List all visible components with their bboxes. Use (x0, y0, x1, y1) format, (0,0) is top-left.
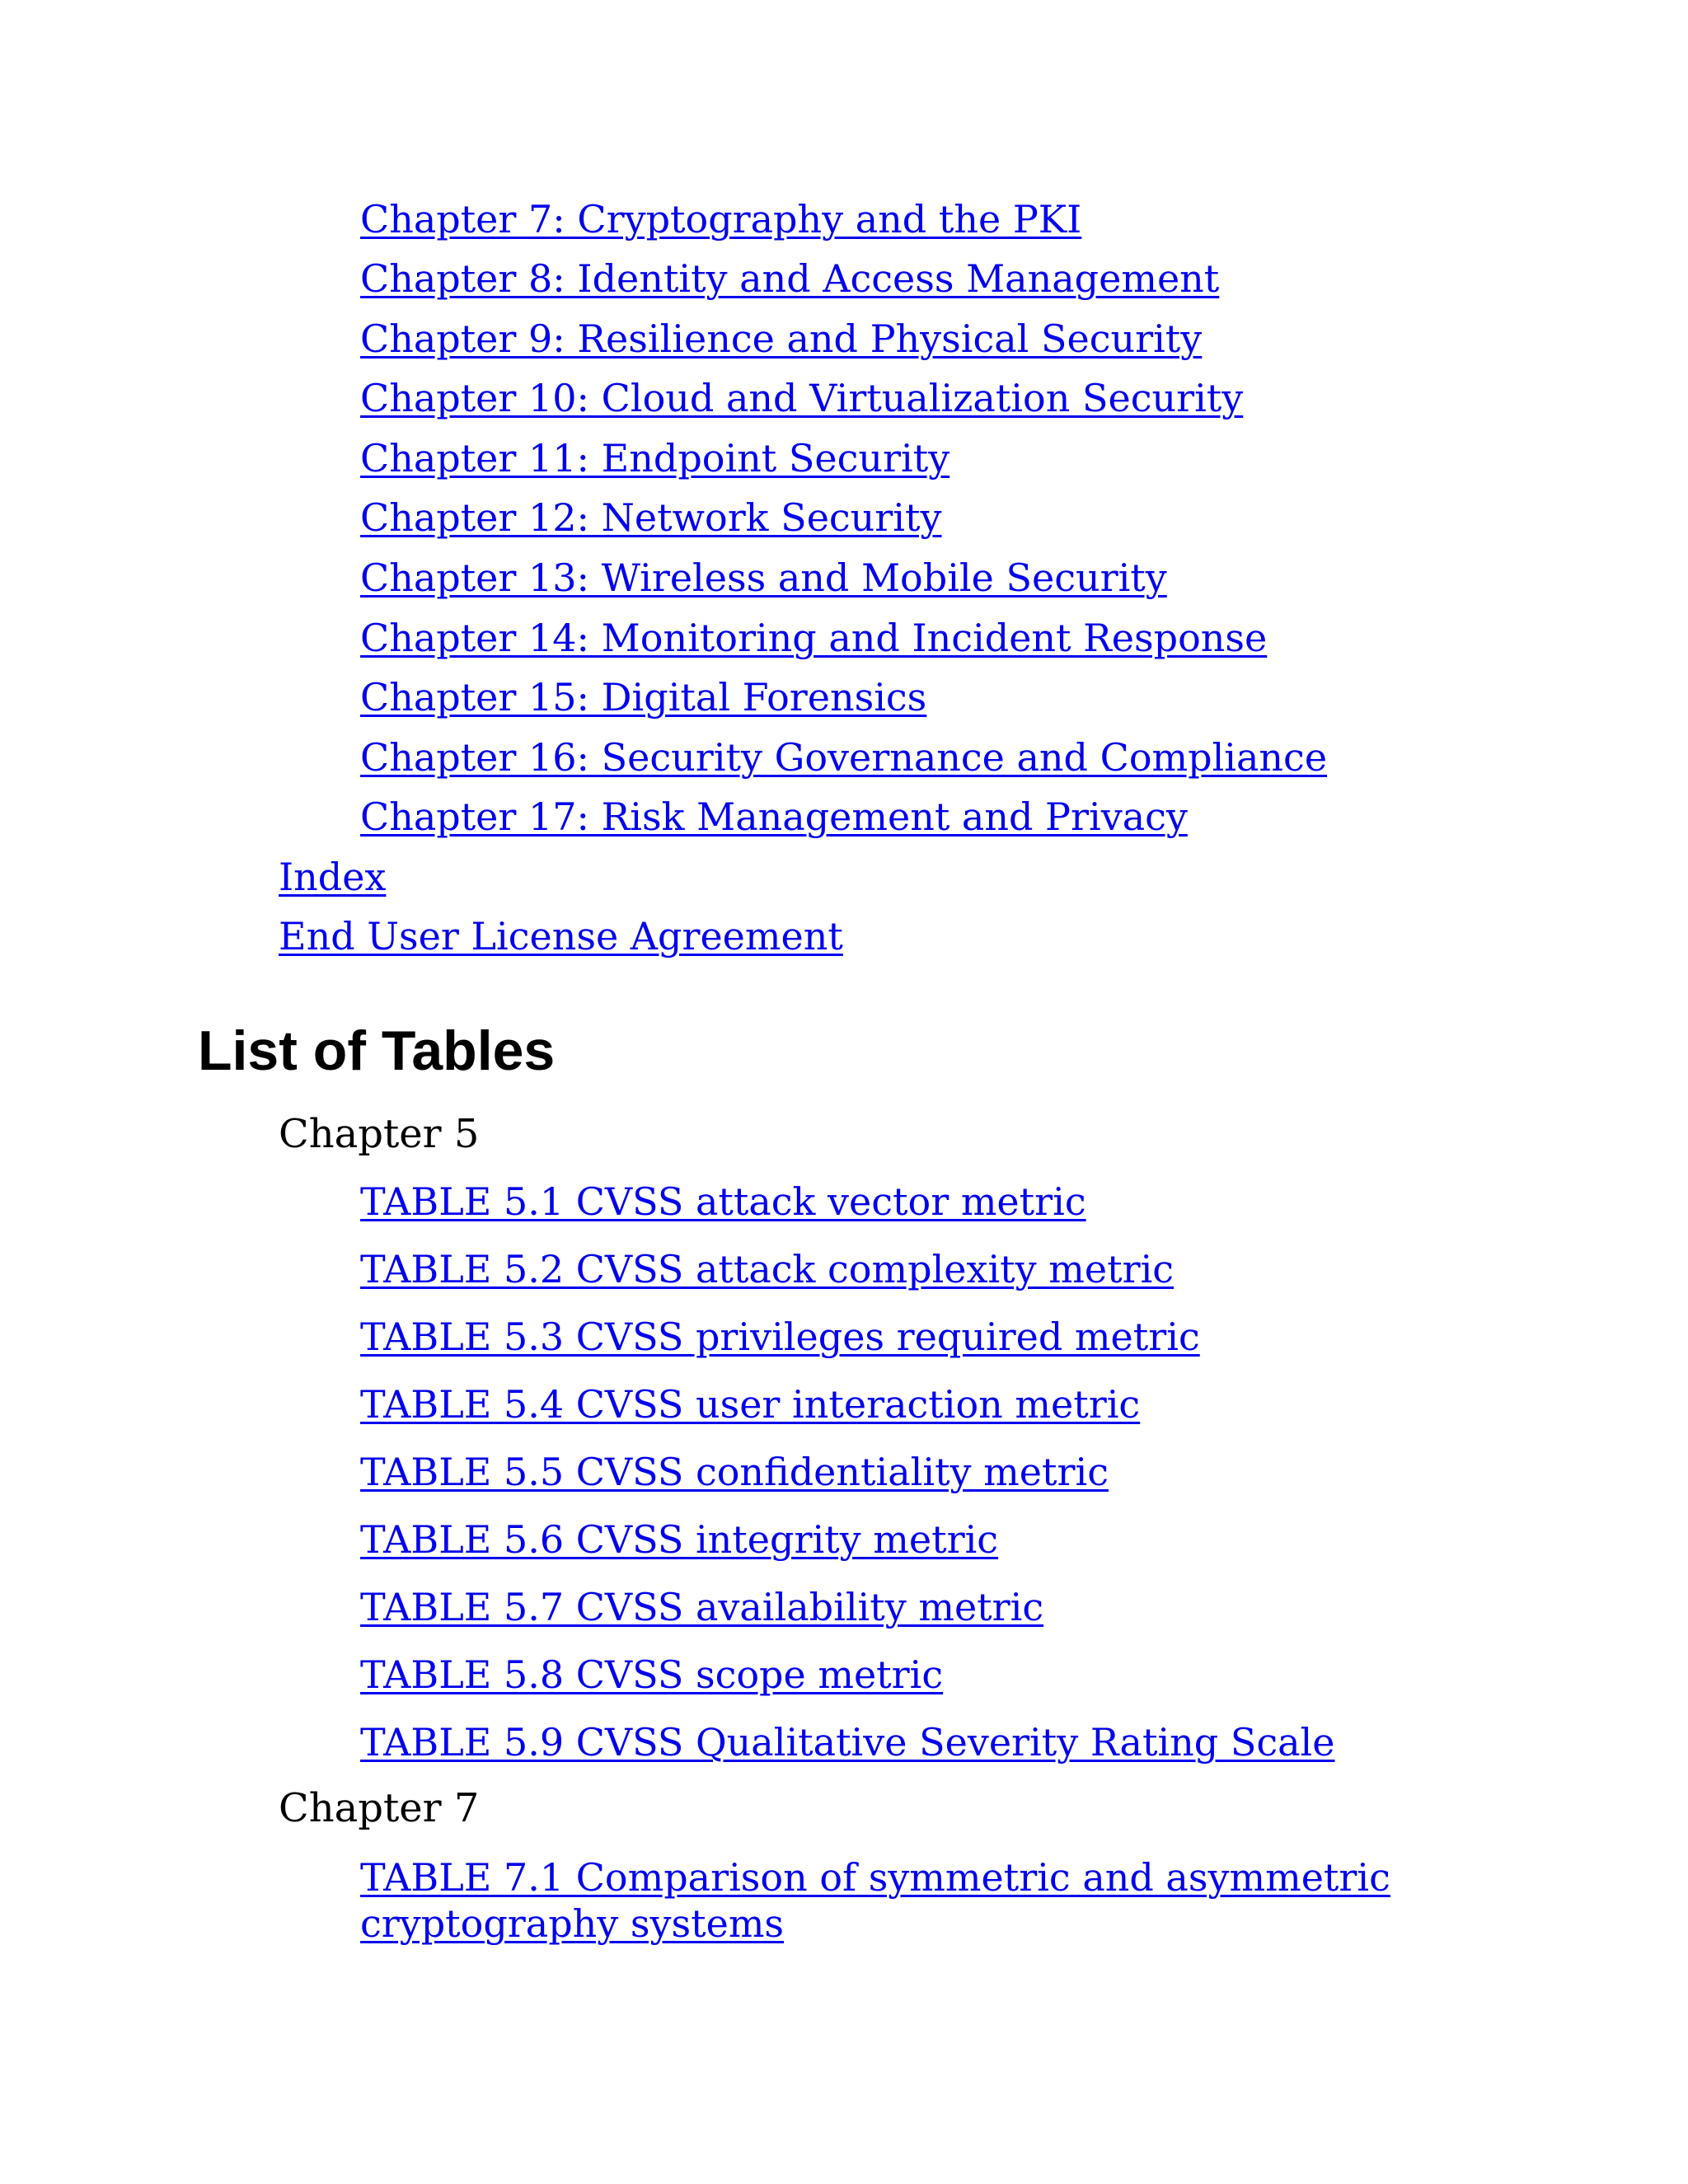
table-link-5-5[interactable]: TABLE 5.5 CVSS confidentiality metric (360, 1450, 1109, 1494)
table-link-5-1[interactable]: TABLE 5.1 CVSS attack vector metric (360, 1179, 1086, 1224)
toc-link-chapter-14[interactable]: Chapter 14: Monitoring and Incident Response (360, 616, 1268, 660)
toc-link-chapter-12[interactable]: Chapter 12: Network Security (360, 495, 942, 540)
toc-link-chapter-7[interactable]: Chapter 7: Cryptography and the PKI (360, 197, 1082, 241)
toc-link-eula[interactable]: End User License Agreement (279, 914, 843, 958)
table-link-5-2[interactable]: TABLE 5.2 CVSS attack complexity metric (360, 1247, 1175, 1291)
toc-link-chapter-8[interactable]: Chapter 8: Identity and Access Management (360, 256, 1220, 301)
chapter-5-label: Chapter 5 (279, 1111, 480, 1157)
table-link-5-7[interactable]: TABLE 5.7 CVSS availability metric (360, 1585, 1044, 1629)
toc-link-chapter-16[interactable]: Chapter 16: Security Governance and Compliance (360, 735, 1328, 780)
toc-link-chapter-15[interactable]: Chapter 15: Digital Forensics (360, 675, 927, 719)
table-link-5-9[interactable]: TABLE 5.9 CVSS Qualitative Severity Rating Scale (360, 1720, 1335, 1765)
toc-link-index[interactable]: Index (279, 855, 387, 899)
toc-link-chapter-13[interactable]: Chapter 13: Wireless and Mobile Security (360, 555, 1167, 600)
toc-link-chapter-10[interactable]: Chapter 10: Cloud and Virtualization Security (360, 376, 1244, 420)
table-link-5-6[interactable]: TABLE 5.6 CVSS integrity metric (360, 1517, 999, 1562)
toc-link-chapter-17[interactable]: Chapter 17: Risk Management and Privacy (360, 794, 1188, 839)
table-link-5-3[interactable]: TABLE 5.3 CVSS privileges required metric (360, 1315, 1200, 1359)
toc-link-chapter-9[interactable]: Chapter 9: Resilience and Physical Security (360, 316, 1203, 361)
table-link-5-8[interactable]: TABLE 5.8 CVSS scope metric (360, 1652, 944, 1697)
chapter-7-label: Chapter 7 (279, 1785, 480, 1831)
table-link-5-4[interactable]: TABLE 5.4 CVSS user interaction metric (360, 1382, 1141, 1427)
table-link-7-1[interactable]: TABLE 7.1 Comparison of symmetric and asymmetric cryptography systems (360, 1855, 1390, 1946)
toc-link-chapter-11[interactable]: Chapter 11: Endpoint Security (360, 436, 950, 480)
list-of-tables-heading: List of Tables (198, 1019, 556, 1082)
